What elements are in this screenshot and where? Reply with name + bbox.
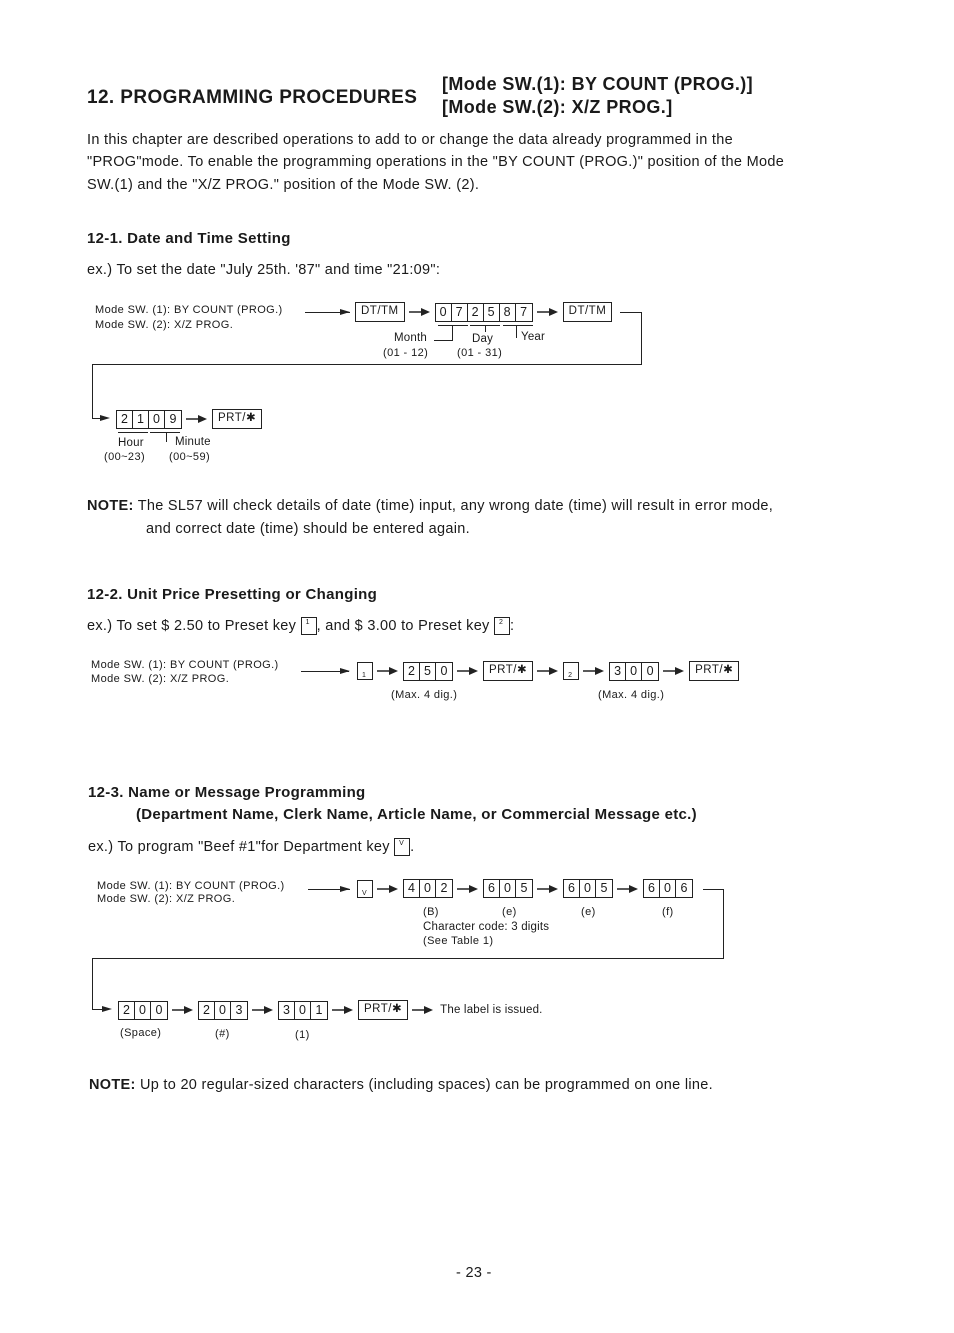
arrow-right-icon <box>617 882 639 896</box>
digit-key[interactable]: 3 <box>279 1002 295 1019</box>
flow-line <box>92 958 93 1010</box>
note-text: The SL57 will check details of date (time) input, any wrong date (time) will result in error mode, <box>137 498 774 514</box>
digit-key[interactable]: 7 <box>452 304 468 321</box>
month-range: (01 - 12) <box>383 347 429 359</box>
mode-sw1-heading: [Mode SW.(1): BY COUNT (PROG.)] <box>442 74 754 94</box>
arrow-right-icon <box>100 413 112 423</box>
hour-label: Hour <box>118 437 144 449</box>
department-key[interactable] <box>357 880 373 898</box>
digit-key[interactable]: 8 <box>500 304 516 321</box>
char-code-keys[interactable] <box>198 1001 248 1020</box>
char-code-sequence-2 <box>118 1000 543 1020</box>
digit-key[interactable]: 1 <box>315 1002 323 1017</box>
key-subscript: 2 <box>498 619 504 627</box>
mode-label-sw1: Mode SW. (1): BY COUNT (PROG.) <box>95 304 283 316</box>
char-code-sequence-1 <box>357 879 693 898</box>
preset-key-2[interactable] <box>494 617 510 635</box>
arrow-right-icon <box>340 307 352 317</box>
digit-key[interactable]: 0 <box>440 663 448 678</box>
arrow-right-icon <box>172 1003 194 1017</box>
month-bracket <box>452 325 453 340</box>
month-bracket <box>438 325 468 326</box>
prt-key[interactable]: PRT/✱ <box>212 409 262 429</box>
example-text: ex.) To program "Beef #1"for Department key <box>88 839 390 855</box>
digit-key[interactable]: 5 <box>484 304 500 321</box>
dt-tm-key[interactable]: DT/TM <box>355 302 405 322</box>
date-time-example: ex.) To set the date "July 25th. '87" and time "21:09": <box>87 262 441 278</box>
chapter-title: 12. PROGRAMMING PROCEDURES <box>87 87 418 108</box>
minute-label: Minute <box>175 436 211 448</box>
mode-label-sw1: Mode SW. (1): BY COUNT (PROG.) <box>97 880 285 892</box>
char-code-label: (1) <box>295 1029 310 1041</box>
arrow-right-icon <box>186 412 208 426</box>
digit-key[interactable]: 0 <box>660 880 676 897</box>
key-subscript: 1 <box>305 619 310 627</box>
hour-range: (00~23) <box>104 451 146 463</box>
note-1-continuation: and correct date (time) should be entered again. <box>146 521 470 537</box>
digit-key[interactable]: 0 <box>135 1002 151 1019</box>
digit-key[interactable]: 0 <box>155 1002 163 1017</box>
digit-key[interactable]: 2 <box>199 1002 215 1019</box>
digit-key[interactable]: 9 <box>169 411 177 426</box>
minute-bracket <box>150 432 180 433</box>
flow-line <box>641 312 642 365</box>
flow-line <box>92 364 93 418</box>
arrow-right-icon <box>537 664 559 678</box>
flow-line <box>723 889 724 959</box>
hour-bracket <box>118 432 148 433</box>
char-code-label: (#) <box>215 1028 230 1040</box>
minute-bracket <box>166 432 167 442</box>
digit-key[interactable]: 1 <box>133 411 149 428</box>
digit-key[interactable]: 6 <box>484 880 500 897</box>
arrow-right-icon <box>537 305 559 319</box>
day-label: Day <box>472 333 494 345</box>
example-text: ex.) To set $ 2.50 to Preset key <box>87 618 297 634</box>
char-code-keys[interactable] <box>118 1001 168 1020</box>
digit-key[interactable]: 0 <box>626 663 642 680</box>
dt-tm-key[interactable]: DT/TM <box>563 302 613 322</box>
preset-key-2[interactable] <box>563 662 579 680</box>
arrow-right-icon <box>102 1004 114 1014</box>
digit-key[interactable]: 4 <box>404 880 420 897</box>
mode-sw2-heading: [Mode SW.(2): X/Z PROG.] <box>442 97 673 117</box>
flow-line <box>620 312 642 313</box>
day-bracket <box>485 325 486 332</box>
arrow-right-icon <box>340 666 352 676</box>
digit-key[interactable]: 3 <box>610 663 626 680</box>
time-digit-keys[interactable] <box>116 410 182 429</box>
label-issued-text: The label is issued. <box>440 1004 543 1016</box>
arrow-right-icon <box>377 664 399 678</box>
note-2 <box>89 1074 713 1096</box>
unit-price-example <box>87 615 514 637</box>
arrow-right-icon <box>583 664 605 678</box>
digit-key[interactable]: 5 <box>600 881 608 895</box>
mode-label-sw2: Mode SW. (2): X/Z PROG. <box>95 319 234 331</box>
prt-key[interactable]: PRT/✱ <box>689 661 739 681</box>
digit-key[interactable]: 5 <box>420 663 436 680</box>
digit-key[interactable]: 7 <box>520 304 528 319</box>
flow-line <box>92 958 724 959</box>
section-heading-unit-price: 12-2. Unit Price Presetting or Changing <box>87 586 378 603</box>
max-digits-note: (Max. 4 dig.) <box>598 689 665 701</box>
note-text: Up to 20 regular-sized characters (including spaces) can be programmed on one line. <box>139 1077 713 1093</box>
char-code-label: (f) <box>662 906 674 918</box>
mode-label-sw1: Mode SW. (1): BY COUNT (PROG.) <box>91 659 279 671</box>
arrow-right-icon <box>457 882 479 896</box>
arrow-right-icon <box>412 1003 434 1017</box>
note-label: NOTE: <box>87 498 134 514</box>
date-key-sequence <box>355 302 612 322</box>
digit-key[interactable]: 0 <box>215 1002 231 1019</box>
digit-key[interactable]: 2 <box>440 881 448 895</box>
arrow-right-icon <box>332 1003 354 1017</box>
digit-key[interactable]: 0 <box>149 411 165 428</box>
digit-key[interactable]: 6 <box>644 880 660 897</box>
digit-key[interactable]: 2 <box>404 663 420 680</box>
digit-key[interactable]: 2 <box>117 411 133 428</box>
char-code-keys[interactable] <box>403 879 453 898</box>
prt-key[interactable]: PRT/✱ <box>483 661 533 681</box>
digit-key[interactable]: 2 <box>468 304 484 321</box>
char-code-label: (B) <box>423 906 439 918</box>
char-code-note: Character code: 3 digits <box>423 921 550 933</box>
digit-key[interactable]: 2 <box>119 1002 135 1019</box>
arrow-right-icon <box>537 882 559 896</box>
section-subheading: (Department Name, Clerk Name, Article Name, or Commercial Message etc.) <box>136 806 697 823</box>
mode-label-sw2: Mode SW. (2): X/Z PROG. <box>97 893 236 905</box>
arrow-right-icon <box>663 664 685 678</box>
preset-key-1[interactable] <box>357 662 373 680</box>
arrow-right-icon <box>252 1003 274 1017</box>
minute-range: (00~59) <box>169 451 211 463</box>
year-label: Year <box>521 331 546 343</box>
example-text: , and $ 3.00 to Preset key <box>316 618 490 634</box>
example-text: . <box>410 839 415 855</box>
year-bracket <box>516 325 517 338</box>
digit-key[interactable]: 0 <box>500 880 516 897</box>
preset-key-sequence <box>357 661 739 681</box>
char-code-keys[interactable] <box>483 879 533 898</box>
digit-key[interactable]: 6 <box>680 881 688 895</box>
arrow-right-icon <box>340 884 352 894</box>
preset-key-1[interactable] <box>301 617 317 635</box>
max-digits-note: (Max. 4 dig.) <box>391 689 458 701</box>
prt-key[interactable]: PRT/✱ <box>358 1000 408 1020</box>
price-digit-keys[interactable] <box>403 662 453 681</box>
page-number: - 23 - <box>456 1265 492 1281</box>
digit-key[interactable]: 0 <box>420 880 436 897</box>
digit-key[interactable]: 6 <box>564 880 580 897</box>
flow-line <box>703 889 724 890</box>
flow-line <box>92 364 642 365</box>
digit-key[interactable]: 0 <box>295 1002 311 1019</box>
char-code-keys[interactable] <box>278 1001 328 1020</box>
mode-label-sw2: Mode SW. (2): X/Z PROG. <box>91 673 230 685</box>
digit-key[interactable]: 0 <box>436 304 452 321</box>
arrow-right-icon <box>409 305 431 319</box>
arrow-right-icon <box>377 882 399 896</box>
intro-line-3: SW.(1) and the "X/Z PROG." position of the Mode SW. (2). <box>87 177 480 193</box>
department-key[interactable] <box>394 838 410 856</box>
intro-line-2: "PROG"mode. To enable the programming operations in the "BY COUNT (PROG.)" position of the Mode <box>87 154 785 170</box>
day-range: (01 - 31) <box>457 347 503 359</box>
digit-key[interactable]: 0 <box>580 880 596 897</box>
section-heading-date-time: 12-1. Date and Time Setting <box>87 230 291 247</box>
char-code-keys[interactable] <box>643 879 693 898</box>
time-key-sequence <box>116 409 262 429</box>
name-example <box>88 836 414 858</box>
note-label: NOTE: <box>89 1077 136 1093</box>
price-digit-keys[interactable] <box>609 662 659 681</box>
char-code-label: (Space) <box>120 1027 162 1039</box>
key-subscript: 1 <box>362 672 366 679</box>
month-bracket <box>434 340 453 341</box>
char-code-label: (e) <box>502 906 517 918</box>
section-heading-name-message: 12-3. Name or Message Programming <box>88 784 366 801</box>
digit-key[interactable]: 0 <box>646 663 654 678</box>
year-bracket <box>503 325 533 326</box>
arrow-right-icon <box>457 664 479 678</box>
note-1 <box>87 495 773 517</box>
month-label: Month <box>394 332 427 344</box>
example-text: : <box>509 618 515 634</box>
char-code-keys[interactable] <box>563 879 613 898</box>
char-code-label: (e) <box>581 906 596 918</box>
key-subscript: V <box>399 840 405 848</box>
key-subscript: 2 <box>568 672 573 679</box>
key-subscript: V <box>362 889 367 897</box>
digit-key[interactable]: 3 <box>235 1002 243 1017</box>
see-table-note: (See Table 1) <box>423 935 494 947</box>
intro-line-1: In this chapter are described operations to add to or change the data already programmed in the <box>87 132 733 148</box>
digit-key[interactable]: 5 <box>520 881 528 895</box>
date-digit-keys[interactable] <box>435 303 533 322</box>
